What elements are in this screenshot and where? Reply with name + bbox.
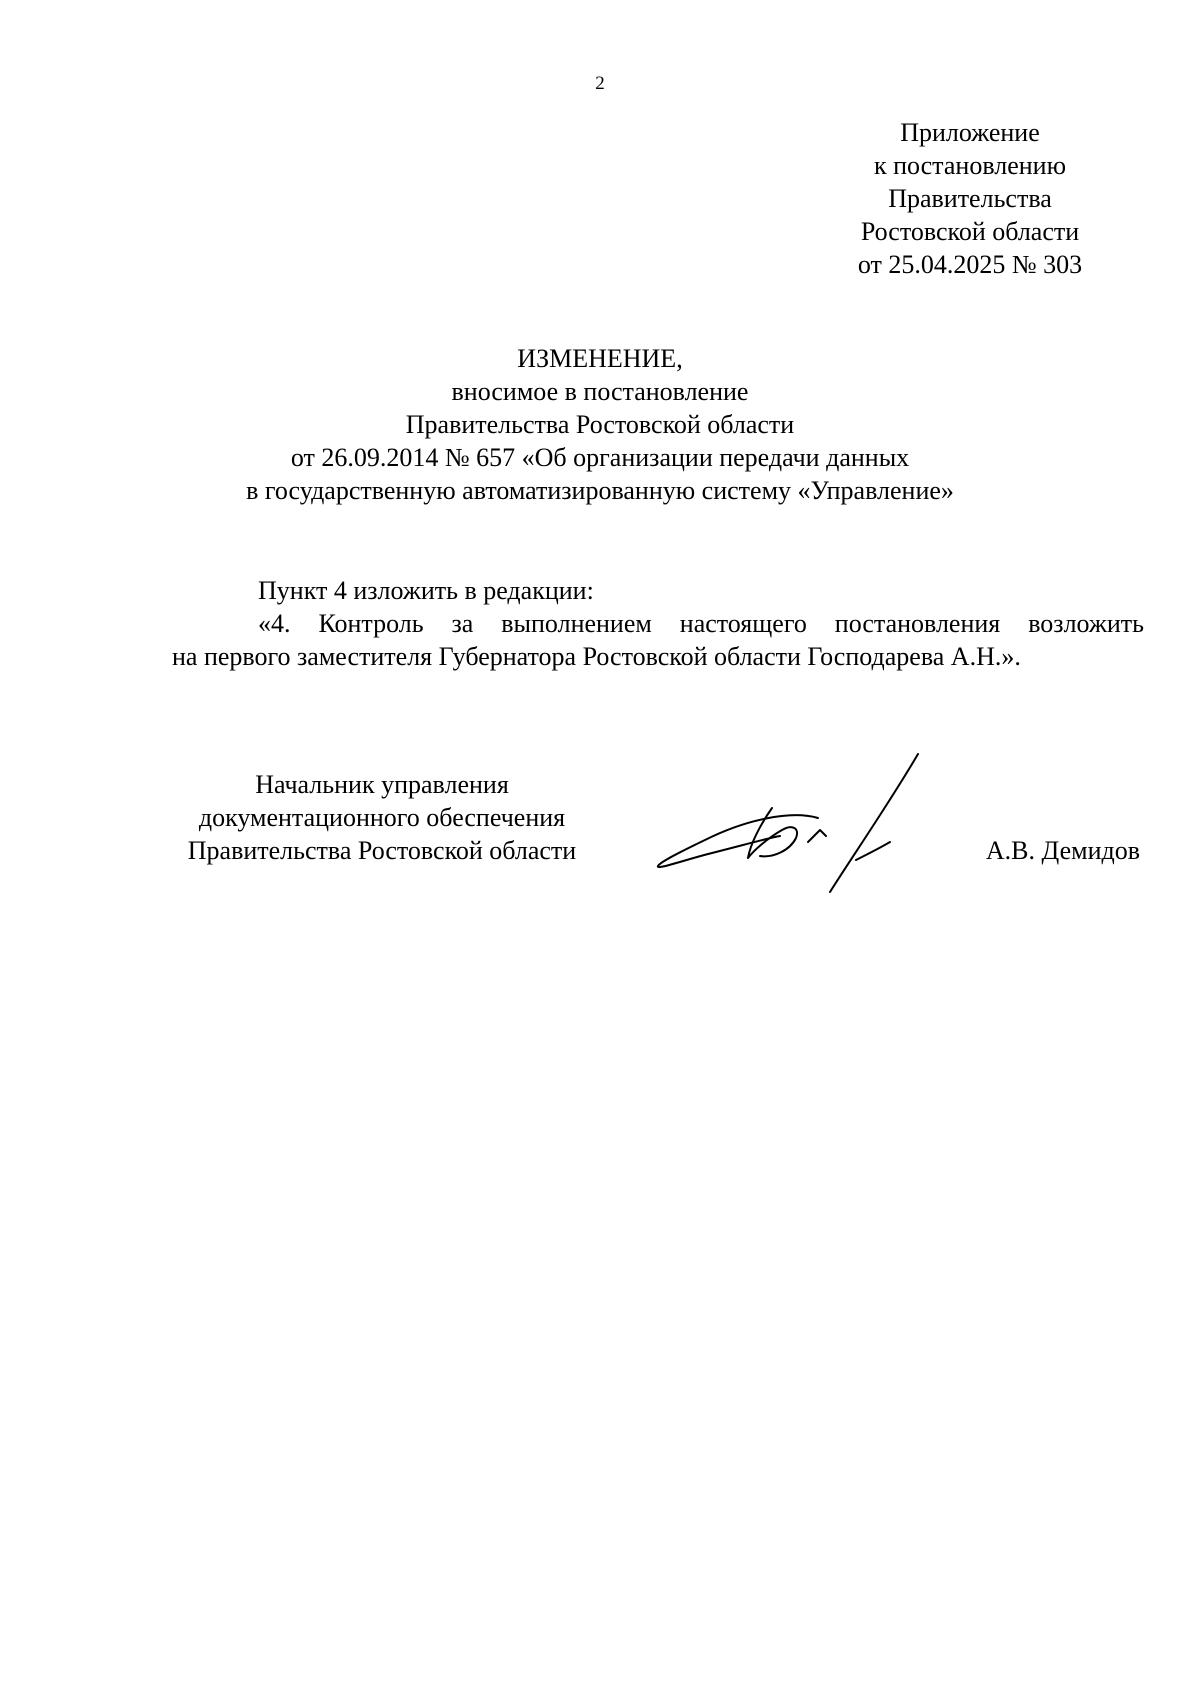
title-heading: ИЗМЕНЕНИЕ, xyxy=(517,344,683,373)
appendix-line: от 25.04.2025 № 303 xyxy=(857,250,1083,279)
appendix-line: Ростовской области xyxy=(860,217,1080,246)
document-title xyxy=(180,342,1020,507)
title-line: вносимое в постановление xyxy=(451,377,749,406)
appendix-line: Правительства xyxy=(888,184,1052,213)
appendix-line: Приложение xyxy=(900,118,1040,147)
signatory-position-line: Начальник управления xyxy=(255,770,509,799)
title-line: в государственную автоматизированную систему «Управление» xyxy=(246,476,954,505)
signatory-position xyxy=(172,768,592,867)
appendix-line: к постановлению xyxy=(873,151,1067,180)
body-intro: Пункт 4 изложить в редакции: xyxy=(258,576,594,605)
body-quote-line-1: «4. Контроль за выполнением настоящего постановления возложить xyxy=(258,609,1144,638)
page-number: 2 xyxy=(595,73,605,94)
handwritten-signature xyxy=(650,750,950,910)
document-body xyxy=(172,574,1144,673)
signatory-position-line: документационного обеспечения xyxy=(198,803,566,832)
signer-name: А.В. Демидов xyxy=(985,836,1140,865)
body-quote-line-2: на первого заместителя Губернатора Ростовской области Господарева А.Н.». xyxy=(172,642,1021,671)
appendix-header xyxy=(820,116,1120,281)
title-line: Правительства Ростовской области xyxy=(405,410,795,439)
signatory-position-line: Правительства Ростовской области xyxy=(187,836,577,865)
title-line: от 26.09.2014 № 657 «Об организации передачи данных xyxy=(290,443,910,472)
